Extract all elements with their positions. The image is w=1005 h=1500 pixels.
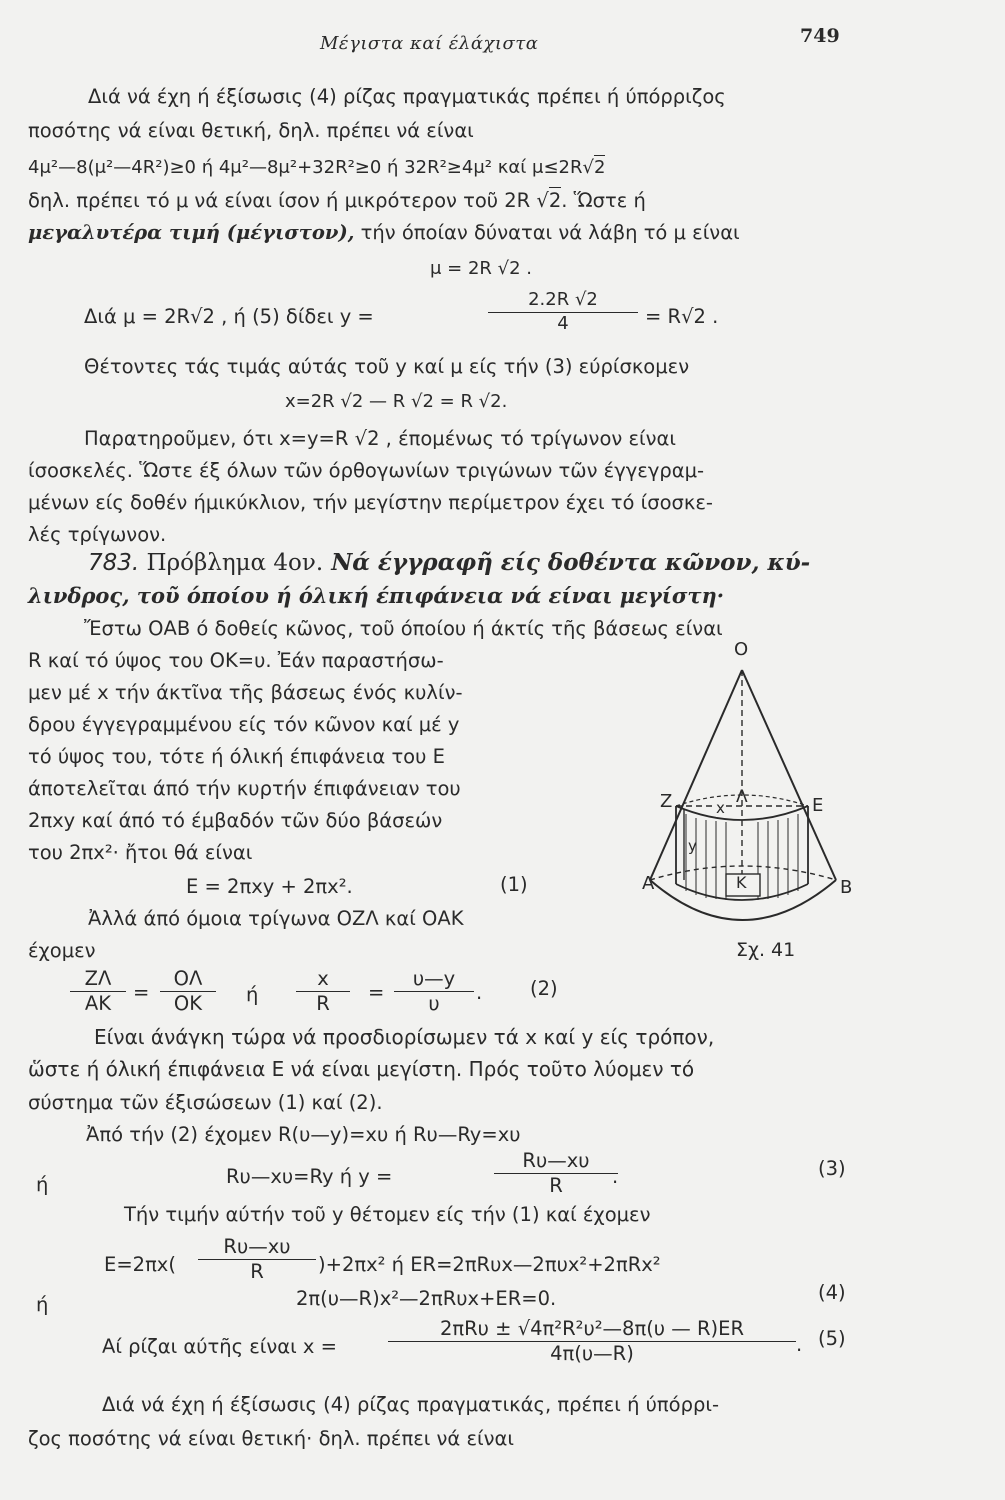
text-line: Παρατηροῦμεν, ότι x=y=R √2 , έπομένως τό τρίγωνον είναι [84, 427, 676, 450]
equation: 2π(υ—R)x²—2πRυx+ER=0. [296, 1287, 557, 1310]
fraction [296, 968, 350, 1015]
fraction-numerator: x [296, 968, 350, 992]
page-number: 749 [800, 25, 840, 47]
fraction-denominator: ΟΚ [173, 992, 203, 1016]
equation: E = 2πxy + 2πx². [186, 875, 353, 898]
fraction [160, 968, 216, 1015]
text-line: Διά νά έχη ή έξίσωσις (4) ρίζας πραγματικάς, πρέπει ή ύπόρρι- [102, 1393, 719, 1416]
fraction-denominator: υ [428, 992, 440, 1016]
text-line: άποτελεῖται άπό τήν κυρτήν έπιφάνειαν του [28, 777, 461, 800]
math-text: 4μ²—8(μ²—4R²)≥0 ή 4μ²—8μ²+32R²≥0 ή 32R²≥4μ² καί μ≤2R√ [28, 157, 594, 178]
point-label-B: B [840, 877, 853, 898]
text-segment: ή [36, 1173, 49, 1196]
fraction [394, 968, 474, 1015]
equation-number: (5) [818, 1327, 846, 1350]
equation: Rυ—xυ=Ry ή y = [226, 1165, 393, 1188]
fraction-numerator: 2πRυ ± √4π²R²υ²—8π(υ — R)ER [388, 1318, 796, 1342]
equation-number: (4) [818, 1281, 846, 1304]
text-line: 2πxy καί άπό τό έμβαδόν τῶν δύο βάσεών [28, 809, 443, 832]
text-line: Τήν τιμήν αύτήν τοῦ y θέτομεν είς τήν (1) καί έχομεν [124, 1203, 651, 1226]
segment-label-y: y [688, 837, 697, 855]
fraction-numerator: υ—y [394, 968, 474, 992]
emphasis-text: μεγαλυτέρα τιμή (μέγιστον), [28, 221, 355, 244]
radicand: 2 [593, 157, 606, 178]
fraction-denominator: 4 [557, 312, 569, 334]
text-line: Διά μ = 2R√2 , ή (5) δίδει y = [84, 305, 374, 328]
problem-statement: Νά έγγραφῆ είς δοθέντα κῶνον, κύ- [323, 549, 811, 576]
equals-sign: = [368, 981, 385, 1004]
fraction-denominator: R [549, 1174, 563, 1198]
fraction-denominator: R [250, 1260, 264, 1284]
text-segment: . [796, 1333, 803, 1356]
point-label-L: Λ [736, 787, 748, 807]
fraction [70, 968, 126, 1015]
point-label-K: K [736, 873, 747, 892]
text-line: R καί τό ύψος του ΟΚ=υ. Ἐάν παραστήσω- [28, 649, 444, 672]
problem-heading [88, 550, 810, 576]
cone-figure [630, 630, 890, 980]
point-label-E: E [812, 795, 824, 816]
problem-statement-cont: λινδρος, τοῦ όποίου ή όλική έπιφάνεια νά είναι μεγίστη· [28, 583, 725, 608]
text-line: μεν μέ x τήν άκτῖνα τῆς βάσεως ένός κυλίν- [28, 681, 463, 704]
fraction-numerator: ΖΛ [70, 968, 126, 992]
equation: )+2πx² ή ER=2πRυx—2πυx²+2πRx² [318, 1253, 661, 1276]
text-segment: ή [246, 983, 259, 1006]
fraction [488, 290, 638, 334]
point-label-A: A [642, 873, 655, 894]
text-line: Ἔστω ΟΑΒ ό δοθείς κῶνος, τοῦ όποίου ή άκτίς τῆς βάσεως είναι [84, 617, 723, 640]
text-segment: . Ὥστε ή [561, 189, 646, 212]
text-line: μένων είς δοθέν ήμικύκλιον, τήν μεγίστην περίμετρον έχει τό ίσοσκε- [28, 491, 713, 514]
text-line: λές τρίγωνον. [28, 523, 167, 546]
fraction-denominator: R [316, 992, 330, 1016]
text-segment: ή [36, 1293, 49, 1316]
text-line: δρου έγγεγραμμένου είς τόν κῶνον καί μέ y [28, 713, 460, 736]
text-line: = R√2 . [645, 305, 719, 328]
fraction-denominator: ΑΚ [84, 992, 112, 1016]
cone-right-edge [742, 670, 836, 880]
math-line: μ = 2R √2 . [430, 258, 533, 279]
equation: E=2πx( [104, 1253, 176, 1276]
text-segment: . [476, 981, 483, 1004]
equation-number: (1) [500, 873, 528, 896]
point-label-Z: Z [660, 791, 673, 812]
text-segment: δηλ. πρέπει τό μ νά είναι ίσον ή μικρότερον τοῦ 2R √ [28, 189, 549, 212]
text-line: σύστημα τῶν έξισώσεων (1) καί (2). [28, 1091, 383, 1114]
fraction-numerator: 2.2R √2 [488, 290, 638, 313]
problem-number: 783. [88, 550, 140, 576]
text-line [28, 190, 646, 212]
fraction [494, 1150, 618, 1197]
text-line: Αί ρίζαι αύτῆς είναι x = [102, 1335, 338, 1358]
text-line: Θέτοντες τάς τιμάς αύτάς τοῦ y καί μ είς τήν (3) εύρίσκομεν [84, 355, 690, 378]
math-line [28, 158, 605, 179]
text-line: ὥστε ή όλική έπιφάνεια Ε νά είναι μεγίστη. Πρός τοῦτο λύομεν τό [28, 1057, 695, 1081]
fraction [388, 1318, 796, 1365]
text-line [28, 222, 740, 244]
text-segment: . [612, 1165, 619, 1188]
text-line: του 2πx²· ἤτοι θά είναι [28, 841, 253, 864]
text-line: ίσοσκελές. Ὥστε έξ όλων τῶν όρθογωνίων τριγώνων τῶν έγγεγραμ- [28, 459, 705, 482]
equation-number: (2) [530, 977, 558, 1000]
text-line: Ἀπό τήν (2) έχομεν R(υ—y)=xυ ή Rυ—Ry=xυ [86, 1123, 521, 1146]
text-line: ζος ποσότης νά είναι θετική· δηλ. πρέπει νά είναι [28, 1427, 514, 1450]
text-line: Είναι άνάγκη τώρα νά προσδιορίσωμεν τά x καί y είς τρόπον, [94, 1025, 715, 1049]
math-line: x=2R √2 — R √2 = R √2. [285, 391, 508, 412]
segment-label-x: x [716, 799, 725, 817]
radicand: 2 [548, 189, 562, 212]
fraction [198, 1236, 316, 1283]
text-line: Διά νά έχη ή έξίσωσις (4) ρίζας πραγματικάς πρέπει ή ύπόρριζος [88, 85, 726, 108]
fraction-numerator: Rυ—xυ [198, 1236, 316, 1260]
text-line: έχομεν [28, 939, 96, 962]
figure-caption: Σχ. 41 [736, 939, 796, 961]
running-title: Μέγιστα καί έλάχιστα [320, 33, 539, 54]
text-segment: τήν όποίαν δύναται νά λάβη τό μ είναι [354, 221, 740, 244]
problem-title: Πρόβλημα 4ον. [139, 550, 324, 576]
text-line: ποσότης νά είναι θετική, δηλ. πρέπει νά είναι [28, 119, 474, 142]
fraction-numerator: ΟΛ [160, 968, 216, 992]
fraction-numerator: Rυ—xυ [494, 1150, 618, 1174]
vertex-label-O: O [734, 639, 749, 660]
text-line: τό ύψος του, τότε ή όλική έπιφάνεια του Ε [28, 745, 445, 768]
equals-sign: = [133, 981, 150, 1004]
equation-number: (3) [818, 1157, 846, 1180]
fraction-denominator: 4π(υ—R) [550, 1342, 634, 1366]
text-line: Ἀλλά άπό όμοια τρίγωνα ΟΖΛ καί ΟΑΚ [88, 907, 464, 930]
